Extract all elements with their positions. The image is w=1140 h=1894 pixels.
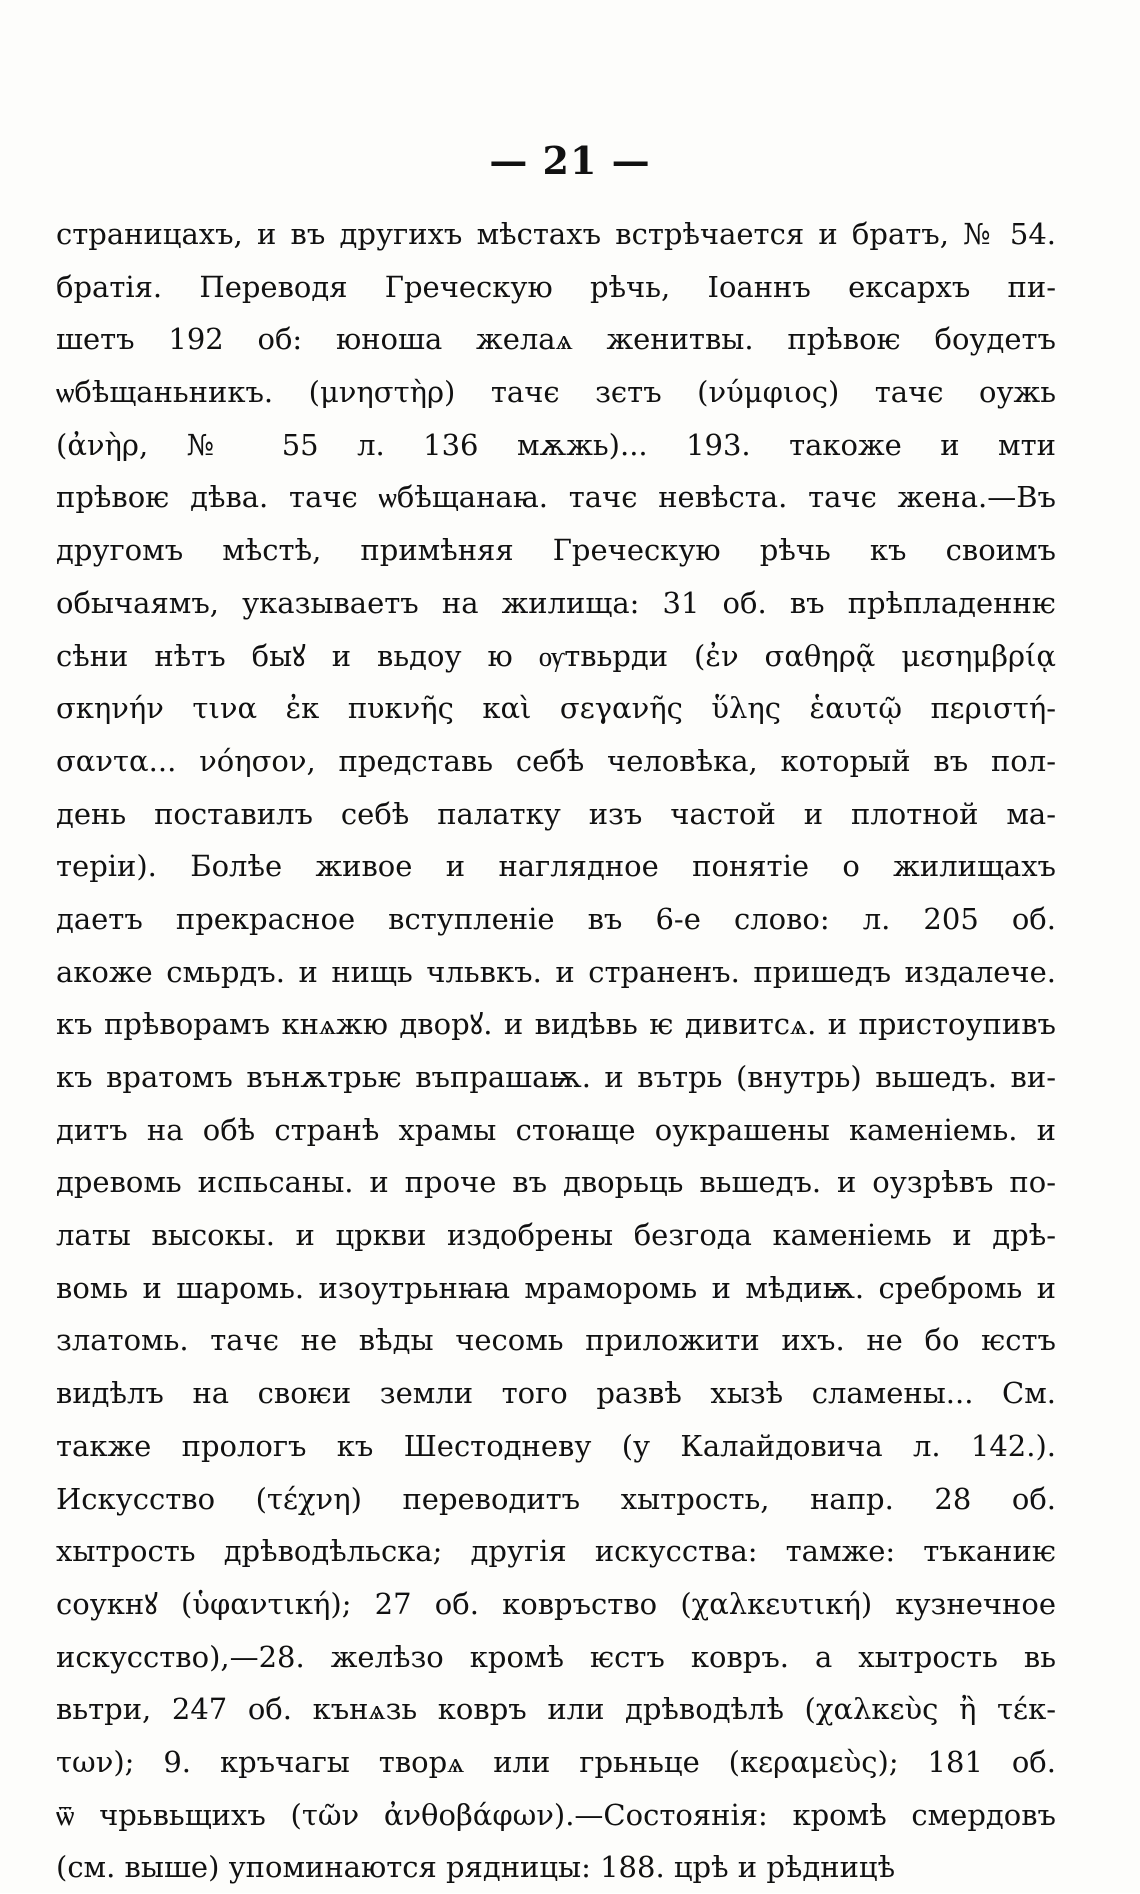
text-line: страницахъ, и въ другихъ мѣстахъ встрѣчается и братъ, № 54. — [56, 217, 1056, 251]
text-line: къ прѣворамъ кнѧжю дворꙋ. и видѣвь ѥ дивитсѧ. и пристоупивъ — [56, 1007, 1056, 1042]
text-line: σκηνήν τινα ἐκ πυκνῆς καὶ σεγανῆς ὕλης ἑαυτῷ περιστή- — [56, 691, 1056, 726]
text-line: день поставилъ себѣ палатку изъ частой и плотной ма- — [56, 796, 1056, 831]
text-line: (см. выше) упоминаются рядницы: 188. црѣ и рѣдницѣ — [56, 1850, 896, 1885]
text-line: даетъ прекрасное вступленіе въ 6-е слово: л. 205 об. — [56, 901, 1056, 936]
text-line: ѡбѣщаньникъ. (μνηστὴρ) тачє зєтъ (νύμφιος) тачє оужь — [56, 375, 1056, 410]
text-line: вомь и шаромь. изоутрьнꙗꙗ мраморомь и мѣдиѭ. сребромь и — [56, 1270, 1056, 1305]
text-line: сѣни нѣтъ быꙋ и вьдоу ю ѹтвьрди (ἐν σαθηρᾷ μεσημβρίᾳ — [56, 638, 1056, 673]
text-line: των); 9. кръчагы творѧ или грьньце (κεραμεὺς); 181 об. — [56, 1744, 1056, 1779]
text-line: σαντα... νόησον, представь себѣ человѣка, который въ пол- — [56, 743, 1056, 778]
text-line: другомъ мѣстѣ, примѣняя Греческую рѣчь къ своимъ — [56, 533, 1056, 568]
text-line: вьтри, 247 об. кънѧзь ковръ или дрѣводѣлѣ (χαλκεὺς ἢ τέκ- — [56, 1692, 1056, 1727]
text-line: ѿ чрьвьщихъ (τῶν ἀνθοβάφων).—Состоянія: кромѣ смердовъ — [56, 1797, 1056, 1832]
text-line: шетъ 192 об: юноша желаѧ женитвы. прѣвоѥ боудетъ — [56, 322, 1056, 357]
text-line: акоже смьрдъ. и нищь чльвкъ. и страненъ. пришедъ издалече. — [56, 954, 1056, 989]
text-line: (ἀνὴρ, № 55 л. 136 мѫжь)... 193. такоже и мти — [56, 427, 1056, 462]
text-line: златомь. тачє не вѣды чесомь приложити ихъ. не бо ѥстъ — [56, 1323, 1056, 1358]
text-line: обычаямъ, указываетъ на жилища: 31 об. въ прѣпладеннѥ — [56, 585, 1056, 620]
text-line: искусство),—28. желѣзо кромѣ ѥстъ ковръ. а хытрость вь — [56, 1639, 1056, 1674]
text-line: прѣвоѥ дѣва. тачє ѡбѣщанаꙗ. тачє невѣста. тачє жена.—Въ — [56, 480, 1056, 515]
text-line: къ вратомъ вънѫтрьѥ въпрашаѭ. и вътрь (внутрь) вьшедъ. ви- — [56, 1060, 1056, 1094]
text-line: древомь испьсаны. и проче въ дворьць вьшедъ. и оузрѣвъ по- — [56, 1165, 1056, 1200]
text-line: братія. Переводя Греческую рѣчь, Іоаннъ ексархъ пи- — [56, 269, 1056, 304]
text-line: видѣлъ на своѥи земли того развѣ хызѣ сламены... См. — [56, 1376, 1056, 1411]
text-line: хытрость дрѣводѣльска; другія искусства: тамже: тъканиѥ — [56, 1534, 1056, 1569]
body-text — [56, 208, 1056, 1894]
text-line: соукнꙋ (ὑφαντική); 27 об. ковръство (χαλκευτική) кузнечное — [56, 1586, 1056, 1621]
text-line: также прологъ къ Шестодневу (у Калайдовича л. 142.). — [56, 1428, 1056, 1463]
text-line: теріи). Болѣе живое и наглядное понятіе о жилищахъ — [56, 849, 1056, 884]
page-number: — 21 — — [489, 138, 651, 183]
text-line: Искусство (τέχνη) переводитъ хытрость, напр. 28 об. — [56, 1481, 1056, 1516]
text-line: латы высокы. и цркви издобрены безгода каменіемь и дрѣ- — [56, 1218, 1056, 1253]
text-line: дитъ на обѣ странѣ храмы стоꙗще оукрашены каменіемь. и — [56, 1112, 1056, 1147]
